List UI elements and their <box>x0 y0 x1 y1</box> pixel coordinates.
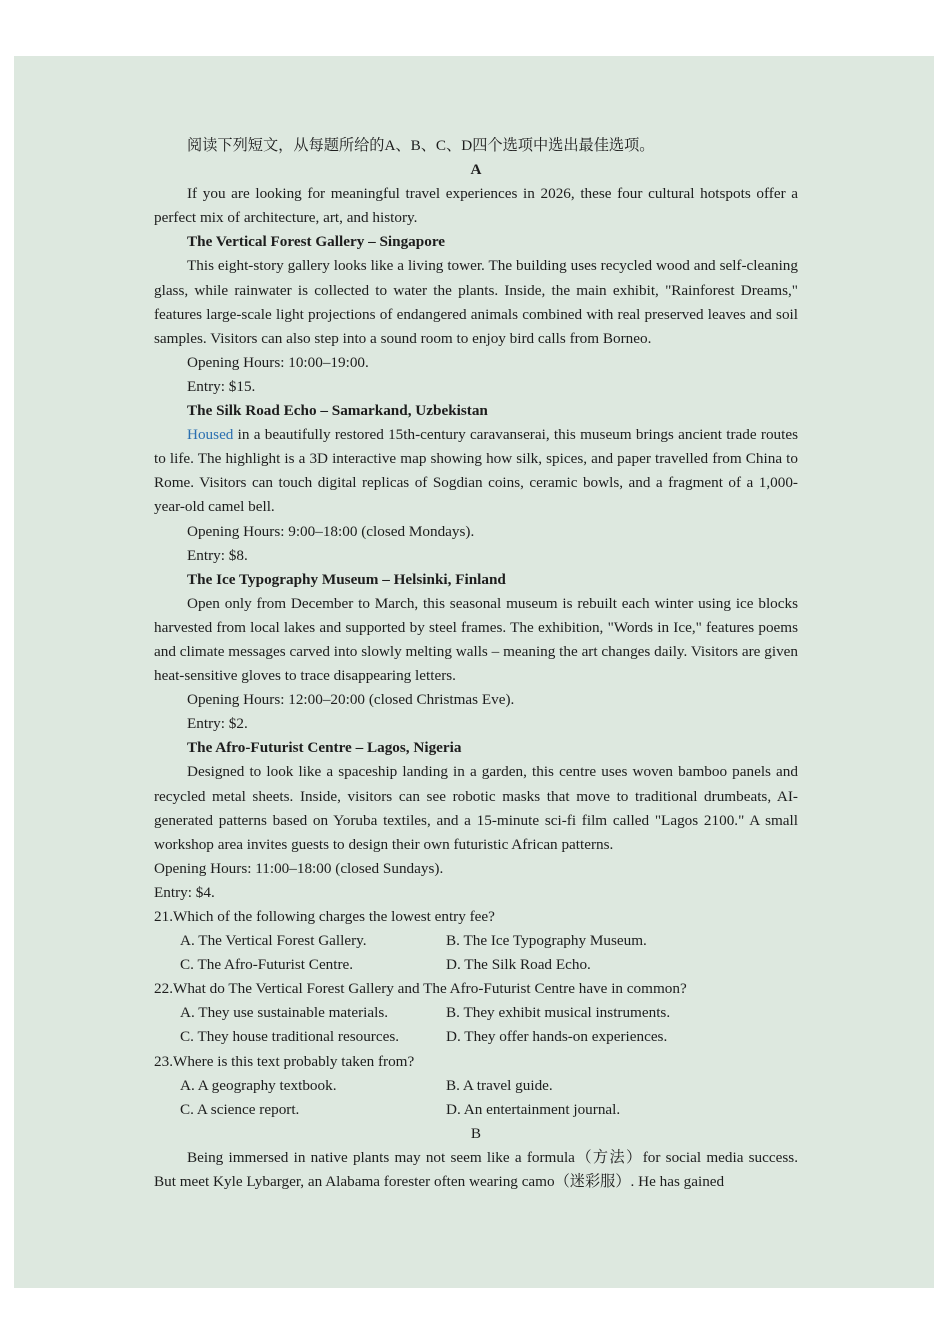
venue-3-name: The Ice Typography Museum – Helsinki, Finland <box>187 570 506 588</box>
venue-4-hours: Opening Hours: 11:00–18:00 (closed Sundays). <box>154 859 444 877</box>
question-23-option-c: C. A science report. <box>180 1100 300 1118</box>
question-23-option-b: B. A travel guide. <box>446 1076 553 1094</box>
venue-3-description: Open only from December to March, this seasonal museum is rebuilt each winter using ice blocks harvested from local lakes and supported by steel frames. The exhibition, "Words in Ice," features poems and climate messages carved into slowly melting walls – meaning the art changes daily. Visitors are given heat-sensitive gloves to trace disappearing letters. <box>154 594 798 685</box>
question-21-options <box>154 929 798 977</box>
venue-4-name: The Afro-Futurist Centre – Lagos, Nigeria <box>187 739 462 757</box>
venue-3-entry: Entry: $2. <box>187 715 248 733</box>
intro-paragraph: If you are looking for meaningful travel experiences in 2026, these four cultural hotspots offer a perfect mix of architecture, art, and history. <box>154 185 798 227</box>
document-page <box>14 56 934 1288</box>
question-21-option-b: B. The Ice Typography Museum. <box>446 932 647 950</box>
venue-2-description <box>154 423 798 519</box>
question-21-option-c: C. The Afro-Futurist Centre. <box>180 956 354 974</box>
question-23-stem: 23.Where is this text probably taken from? <box>154 1052 415 1070</box>
question-23-option-d: D. An entertainment journal. <box>446 1100 621 1118</box>
question-22-option-a: A. They use sustainable materials. <box>180 1004 389 1022</box>
document-text <box>154 134 798 1194</box>
question-21-option-d: D. The Silk Road Echo. <box>446 956 591 974</box>
question-21-option-a: A. The Vertical Forest Gallery. <box>180 932 367 950</box>
question-23-option-a: A. A geography textbook. <box>180 1076 337 1094</box>
section-b-paragraph: Being immersed in native plants may not seem like a formula（方法）for social media success. But meet Kyle Lybarger, an Alabama forester often wearing camo（迷彩服）. He has gained <box>154 1148 798 1191</box>
venue-4-description: Designed to look like a spaceship landing in a garden, this centre uses woven bamboo panels and recycled metal sheets. Inside, visitors can see robotic masks that move to traditional drumbeats, AI-generated patterns based on Yoruba textiles, and a 15-minute sci-fi film called "Lagos 2100." A small workshop area invites guests to design their own futuristic African patterns. <box>154 763 798 853</box>
venue-1-description: This eight-story gallery looks like a living tower. The building uses recycled wood and self-cleaning glass, while rainwater is collected to water the plants. Inside, the main exhibit, "Rainforest Dreams," features large-scale light projections of endangered animals combined with real preserved leaves and soil samples. Visitors can also step into a sound room to enjoy bird calls from Borneo. <box>154 257 798 347</box>
section-a-label: A <box>470 161 482 179</box>
question-21-stem: 21.Which of the following charges the lowest entry fee? <box>154 908 495 925</box>
highlighted-word-link[interactable]: Housed <box>187 426 234 444</box>
venue-3-hours: Opening Hours: 12:00–20:00 (closed Christmas Eve). <box>187 691 515 709</box>
question-22-stem: 22.What do The Vertical Forest Gallery and The Afro-Futurist Centre have in common? <box>154 980 687 998</box>
venue-1-hours: Opening Hours: 10:00–19:00. <box>187 353 369 371</box>
venue-4-entry: Entry: $4. <box>154 883 215 901</box>
question-22-option-c: C. They house traditional resources. <box>180 1028 400 1046</box>
venue-2-description-text: in a beautifully restored 15th-century caravanserai, this museum brings ancient trade routes to life. The highlight is a 3D interactive map showing how silk, spices, and paper travelled from China to Rome. Visitors can touch digital replicas of Sogdian coins, ceramic bowls, and a fragment of a 1,000-year-old camel bell. <box>154 426 798 516</box>
venue-2-hours: Opening Hours: 9:00–18:00 (closed Mondays). <box>187 522 475 540</box>
question-22-options <box>154 1001 798 1049</box>
venue-2-name: The Silk Road Echo – Samarkand, Uzbekistan <box>187 402 488 420</box>
question-22-option-b: B. They exhibit musical instruments. <box>446 1004 671 1022</box>
question-22-option-d: D. They offer hands-on experiences. <box>446 1028 668 1046</box>
venue-1-name: The Vertical Forest Gallery – Singapore <box>187 233 446 251</box>
section-b-label: B <box>470 1124 482 1142</box>
venue-2-entry: Entry: $8. <box>187 546 248 564</box>
question-23-options <box>154 1074 798 1122</box>
venue-1-entry: Entry: $15. <box>187 377 256 395</box>
instruction: 阅读下列短文，从每题所给的A、B、C、D四个选项中选出最佳选项。 <box>187 137 655 154</box>
